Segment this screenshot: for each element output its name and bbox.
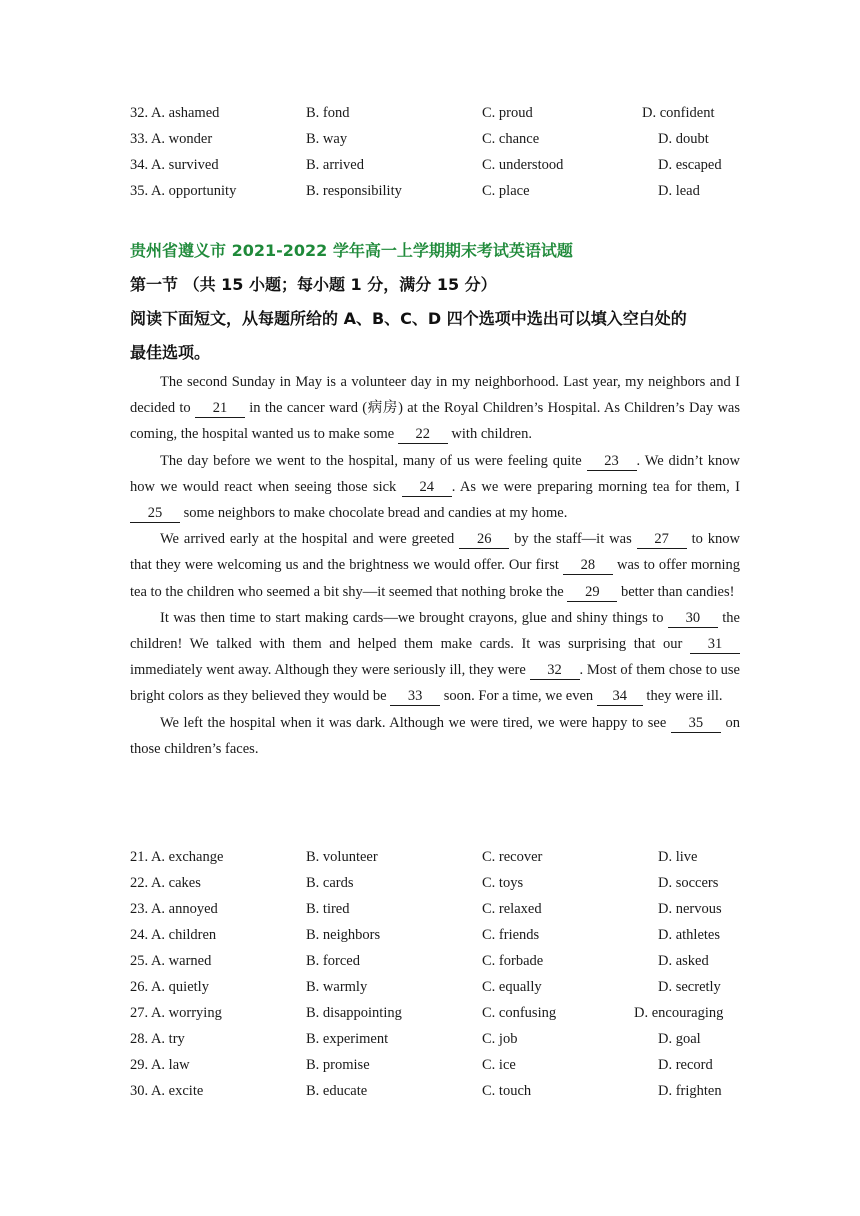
- paragraph-1: [130, 369, 740, 448]
- option-b: B. warmly: [306, 979, 368, 995]
- option-c: C. toys: [482, 875, 524, 891]
- passage-text: better than candies!: [617, 583, 735, 600]
- blank-21: 21: [195, 399, 245, 418]
- option-row-23: [0, 896, 860, 922]
- option-a: 29. A. law: [130, 1057, 190, 1073]
- passage-text: some neighbors to make chocolate bread and candies at my home.: [180, 505, 568, 522]
- option-row-22: [0, 870, 860, 896]
- option-c: C. confusing: [482, 1005, 557, 1021]
- passage-text: immediately went away. Although they were seriously ill, they were: [130, 662, 530, 679]
- option-d: D. secretly: [658, 979, 721, 995]
- option-d: D. record: [658, 1057, 713, 1073]
- option-a: 22. A. cakes: [130, 875, 201, 891]
- option-a: 25. A. warned: [130, 953, 212, 969]
- paragraph-5: [130, 710, 740, 762]
- option-row-24: [0, 922, 860, 948]
- option-row-29: [0, 1052, 860, 1078]
- option-a: 23. A. annoyed: [130, 901, 218, 917]
- option-d: D. escaped: [658, 157, 722, 173]
- paragraph-4: [130, 605, 740, 710]
- option-d: D. encouraging: [634, 1005, 724, 1021]
- passage-text: The second Sunday in May is a volunteer day in my neighborhood. Last year, my neighbors and I decided to: [130, 374, 740, 417]
- option-d: D. lead: [658, 183, 700, 199]
- blank-27: 27: [637, 530, 687, 549]
- option-c: C. equally: [482, 979, 542, 995]
- option-c: C. recover: [482, 849, 543, 865]
- option-a: 35. A. opportunity: [130, 183, 237, 199]
- blank-33: 33: [390, 687, 440, 706]
- blank-35: 35: [671, 714, 721, 733]
- option-b: B. tired: [306, 901, 350, 917]
- option-d: D. goal: [658, 1031, 701, 1047]
- option-c: C. chance: [482, 131, 540, 147]
- option-d: D. doubt: [658, 131, 709, 147]
- instruction-line-1: 阅读下面短文，从每题所给的 A、B、C、D 四个选项中选出可以填入空白处的: [130, 309, 687, 328]
- option-row-30: [0, 1078, 860, 1104]
- option-c: C. forbade: [482, 953, 544, 969]
- option-c: C. understood: [482, 157, 564, 173]
- passage-text: they were ill.: [642, 688, 723, 705]
- passage-text: soon. For a time, we even: [440, 688, 597, 705]
- option-b: B. fond: [306, 105, 350, 121]
- option-row-28: [0, 1026, 860, 1052]
- option-c: C. place: [482, 183, 530, 199]
- option-a: 28. A. try: [130, 1031, 185, 1047]
- paragraph-2: [130, 448, 740, 527]
- option-row-21: [0, 844, 860, 870]
- passage-text: on those children’s faces.: [130, 714, 740, 757]
- instruction-line-2: 最佳选项。: [130, 343, 211, 362]
- option-a: 30. A. excite: [130, 1083, 204, 1099]
- passage-text: with children.: [447, 426, 532, 443]
- passage-text: the children! We talked with them and helped them make cards. It was surprising that our: [130, 609, 740, 653]
- option-b: B. neighbors: [306, 927, 381, 943]
- passage-text: It was then time to start making cards—we brought crayons, glue and shiny things to: [160, 609, 668, 626]
- option-a: 24. A. children: [130, 927, 217, 943]
- option-d: D. live: [658, 849, 698, 865]
- option-a: 34. A. survived: [130, 157, 219, 173]
- option-a: 27. A. worrying: [130, 1005, 222, 1021]
- option-row-25: [0, 948, 860, 974]
- passage-text: was to offer morning tea to the children who seemed a bit shy—it seemed that nothing broke the: [130, 557, 740, 600]
- option-a: 26. A. quietly: [130, 979, 209, 995]
- blank-30: 30: [668, 609, 718, 628]
- passage-text: We left the hospital when it was dark. Although we were tired, we were happy to see: [160, 714, 671, 731]
- option-b: B. forced: [306, 953, 360, 969]
- blank-31: 31: [690, 635, 740, 654]
- option-row-27: [0, 1000, 860, 1026]
- option-c: C. relaxed: [482, 901, 542, 917]
- option-row-32: [0, 100, 860, 126]
- option-row-35: [0, 178, 860, 204]
- option-b: B. cards: [306, 875, 354, 891]
- option-b: B. promise: [306, 1057, 370, 1073]
- option-d: D. soccers: [658, 875, 719, 891]
- passage-text: in the cancer ward (病房) at the Royal Children’s Hospital. As Children’s Day was coming, the hospital wanted us to make some: [130, 400, 740, 443]
- blank-32: 32: [530, 661, 580, 680]
- option-row-26: [0, 974, 860, 1000]
- option-d: D. athletes: [658, 927, 721, 943]
- blank-29: 29: [567, 583, 617, 602]
- option-row-33: [0, 126, 860, 152]
- passage-text: We arrived early at the hospital and were greeted: [160, 531, 460, 548]
- option-c: C. proud: [482, 105, 533, 121]
- blank-23: 23: [587, 452, 637, 471]
- option-a: 33. A. wonder: [130, 131, 213, 147]
- option-row-34: [0, 152, 860, 178]
- option-d: D. frighten: [658, 1083, 722, 1099]
- option-c: C. touch: [482, 1083, 532, 1099]
- section-header: 第一节 （共 15 小题；每小题 1 分，满分 15 分）: [130, 275, 497, 294]
- option-b: B. responsibility: [306, 183, 402, 199]
- option-d: D. confident: [642, 105, 715, 121]
- option-b: B. arrived: [306, 157, 364, 173]
- option-d: D. asked: [658, 953, 709, 969]
- passage-text: by the staff—it was: [509, 531, 637, 548]
- option-a: 32. A. ashamed: [130, 105, 220, 121]
- passage-text: . As we were preparing morning tea for them, I: [451, 478, 740, 495]
- option-b: B. way: [306, 131, 348, 147]
- blank-28: 28: [563, 556, 613, 575]
- passage-text: to know that they were welcoming us and the brightness we would offer. Our first: [130, 531, 740, 574]
- option-b: B. volunteer: [306, 849, 378, 865]
- passage-text: . Most of them chose to use bright colors as they believed they would be: [130, 662, 740, 705]
- option-c: C. friends: [482, 927, 540, 943]
- option-c: C. ice: [482, 1057, 516, 1073]
- option-b: B. disappointing: [306, 1005, 402, 1021]
- option-d: D. nervous: [658, 901, 722, 917]
- option-a: 21. A. exchange: [130, 849, 224, 865]
- blank-25: 25: [130, 504, 180, 523]
- option-b: B. experiment: [306, 1031, 389, 1047]
- option-b: B. educate: [306, 1083, 368, 1099]
- paragraph-3: [130, 526, 740, 605]
- exam-title: 贵州省遵义市 2021-2022 学年高一上学期期末考试英语试题: [130, 241, 573, 260]
- passage-text: The day before we went to the hospital, many of us were feeling quite: [160, 452, 587, 469]
- option-c: C. job: [482, 1031, 518, 1047]
- blank-26: 26: [459, 530, 509, 549]
- blank-24: 24: [402, 478, 452, 497]
- blank-34: 34: [597, 687, 643, 706]
- passage-text: . We didn’t know how we would react when seeing those sick: [130, 452, 740, 495]
- cloze-passage: [130, 369, 740, 762]
- blank-22: 22: [398, 425, 448, 444]
